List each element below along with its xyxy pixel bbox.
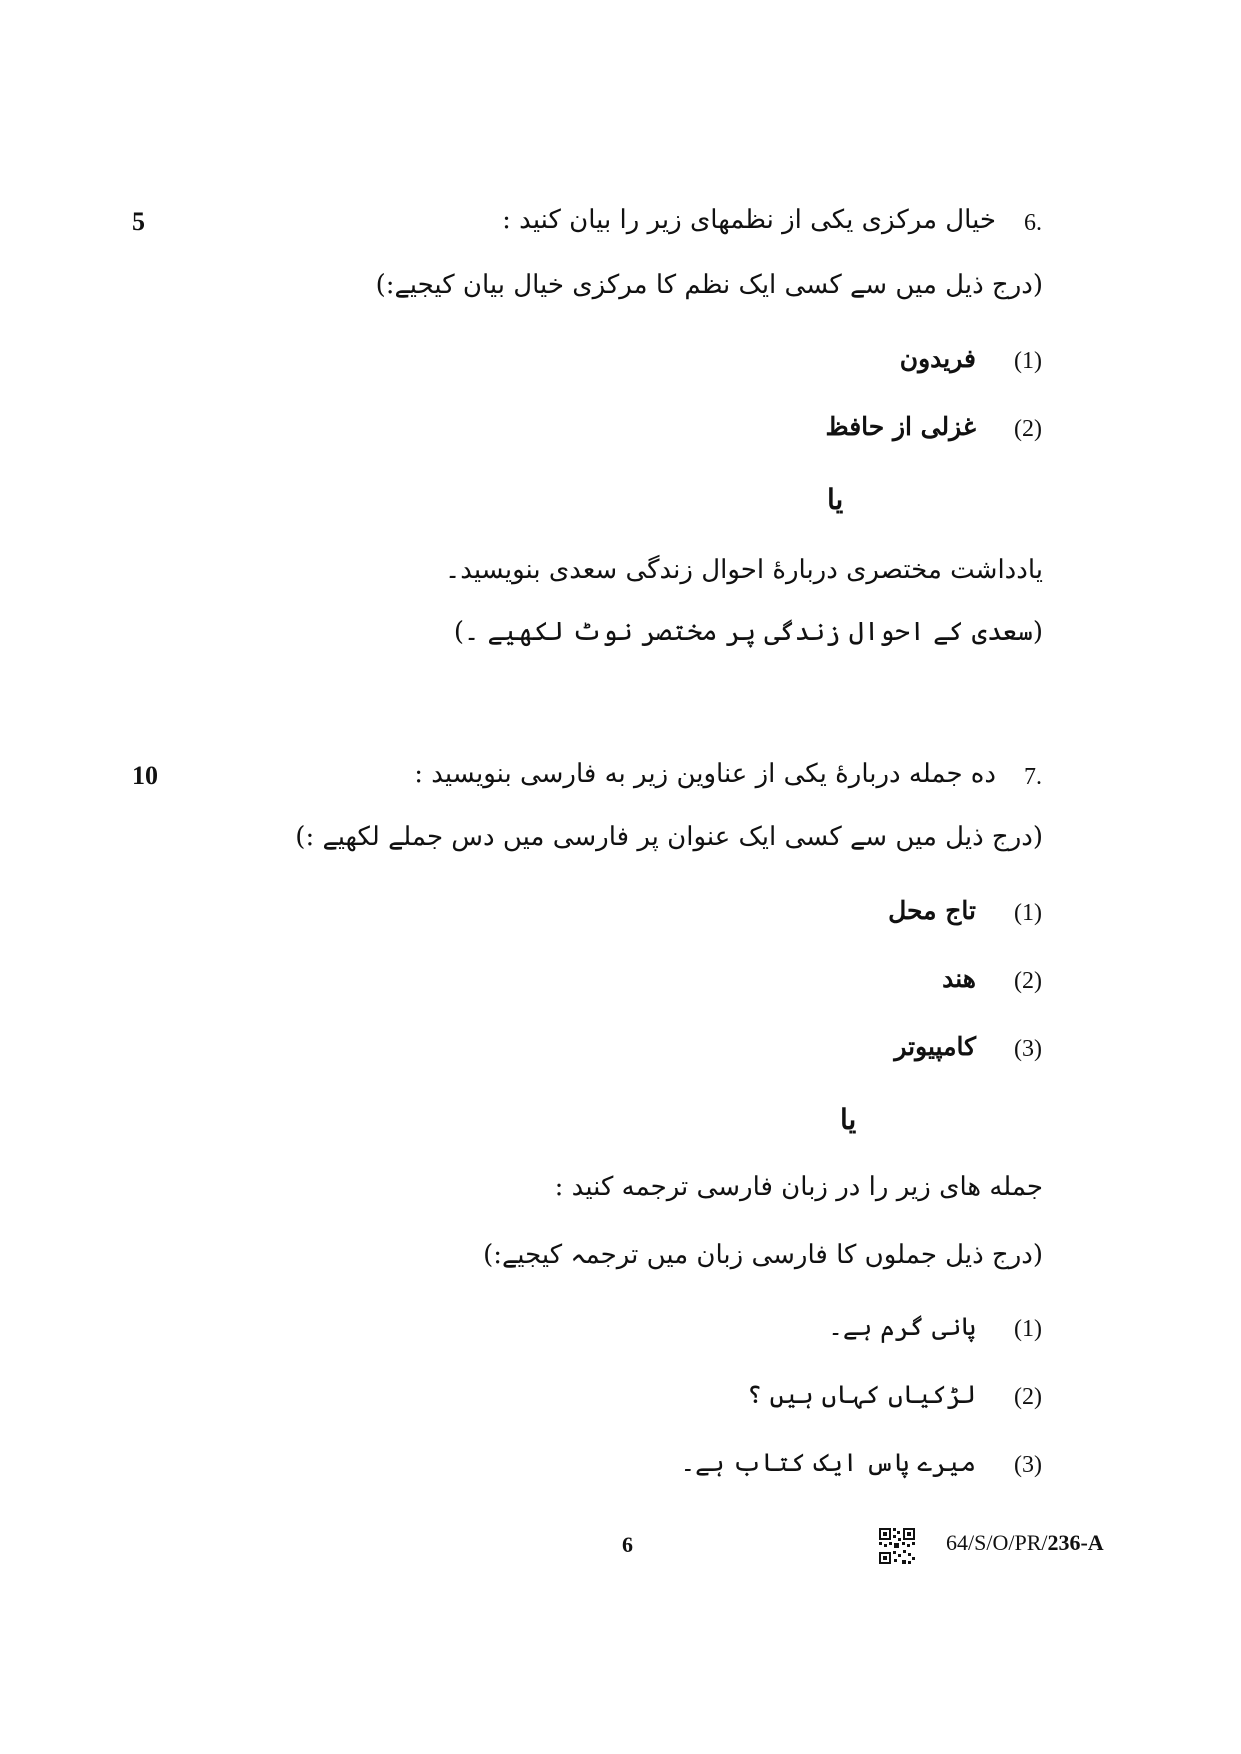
q6-number: 6.: [1024, 210, 1042, 236]
q7-item-1-number: (1): [1014, 900, 1042, 926]
q7-item-3-number: (3): [1014, 1036, 1042, 1062]
q6-alt-prompt-urdu: (سعدی کے احوال زندگی پر مختصر نوٹ لکھیے ۔): [453, 617, 1043, 647]
q6-item-2-number: (2): [1014, 416, 1042, 442]
q7-alt-item-1-text: پانی گرم ہے۔: [828, 1312, 976, 1341]
q7-alt-item-2-text: لڑکیاں کہاں ہیں ؟: [747, 1380, 976, 1409]
q6-prompt-urdu: (درج ذیل میں سے کسی ایک نظم کا مرکزی خیال بیان کیجیے:): [375, 270, 1043, 300]
q7-item-2-number: (2): [1014, 968, 1042, 994]
paper-code: [946, 1530, 1104, 1556]
q7-alt-prompt-persian: جمله های زیر را در زبان فارسی ترجمه کنید :: [554, 1172, 1043, 1202]
qr-code-icon: [878, 1527, 916, 1565]
q7-alt-item-2-number: (2): [1014, 1384, 1042, 1410]
q7-item-1-text: تاج محل: [888, 896, 976, 925]
q7-alt-item-3-number: (3): [1014, 1452, 1042, 1478]
q6-item-1-number: (1): [1014, 348, 1042, 374]
q7-alt-prompt-urdu: (درج ذیل جملوں کا فارسی زبان میں ترجمہ کیجیے:): [483, 1240, 1043, 1270]
q7-prompt-urdu: (درج ذیل میں سے کسی ایک عنوان پر فارسی میں دس جملے لکھیے :): [295, 822, 1043, 852]
q6-prompt-persian: خیال مرکزی یکی از نظمهای زیر را بیان کنید :: [502, 205, 996, 235]
q6-or-label: یا: [827, 483, 844, 516]
q6-item-2-text: غزلی از حافظ: [825, 412, 976, 441]
q7-prompt-persian: ده جمله دربارهٔ یکی از عناوین زیر به فارسی بنویسید :: [414, 759, 996, 789]
q6-alt-prompt-persian: یادداشت مختصری دربارهٔ احوال زندگی سعدی بنویسید۔: [444, 555, 1043, 585]
qr-code-graphic: [878, 1527, 916, 1565]
paper-code-prefix: 64/S/O/PR/: [946, 1530, 1048, 1555]
paper-code-suffix: 236-A: [1047, 1530, 1104, 1555]
q6-marks: 5: [132, 207, 145, 236]
q7-alt-item-3-text: میرے پاس ایک کتاب ہے۔: [680, 1448, 976, 1477]
q7-or-label: یا: [840, 1103, 857, 1136]
q7-item-2-text: هند: [942, 964, 976, 993]
q6-item-1-text: فریدون: [899, 344, 976, 373]
q7-alt-item-1-number: (1): [1014, 1316, 1042, 1342]
q7-number: 7.: [1024, 764, 1042, 790]
q7-marks: 10: [132, 761, 158, 790]
q7-item-3-text: کامپیوتر: [894, 1032, 976, 1061]
page-number: 6: [622, 1532, 633, 1557]
